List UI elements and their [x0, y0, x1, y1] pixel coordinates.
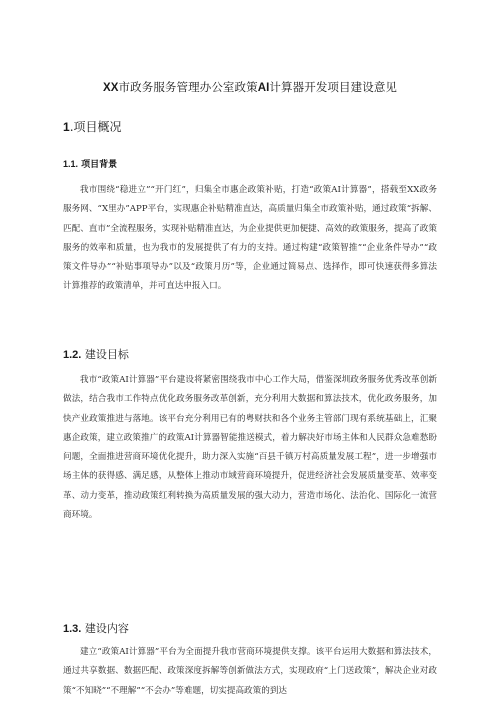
subsection-title: 项目背景 [81, 160, 118, 170]
subsection-heading-1-2 [63, 346, 129, 362]
title-suffix: 计算器开发项目建设意见 [269, 80, 398, 94]
title-mid: 市政务服务管理办公室政策 [118, 80, 258, 94]
paragraph-background: 我市围绕“稳进立”“开门红”，归集全市惠企政策补贴，打造“政策AI计算器”，搭载至XX政务服务网、“X里办”APP平台，实现惠企补贴精准直达，高质量归集全市政策补贴，通过政策“拆解、匹配、直市”全流程服务，实现补贴精准直达，为企业提供更加便捷、高效的政策服务，提高了政策服务的效率和质量，也为我市的发展提供了有力的支持。通过构建“政策智推”“企业条件导办”“政策文件导办”“补贴事项导办”以及“政策月历”等，企业通过简易点、选择作，即可快速获得多算法计算推荐的政策清单，并可直达申报入口。 [63, 185, 437, 292]
section-title: .项目概况 [69, 120, 122, 134]
subsection-heading-1-3 [63, 620, 129, 636]
paragraph-goals: 我市“政策AI计算器”平台建设将紧密围绕我市中心工作大局，借鉴深圳政务服务优秀改革创新做法，结合我市工作特点优化政务服务改革创新，充分利用大数据和算法技术，优化政务服务，加快产业政策推进与落地。该平台充分利用已有的粤财扶和各个业务主管部门现有系统基础上，汇聚惠企政策，建立政策推广的政策AI计算器智能推送模式，着力解决好市场主体和人民群众急难愁盼问题，全面推进营商环境优化提升，助力深入实施“百县千镇万村高质量发展工程”，进一步增强市场主体的获得感、满足感，从整体上推动市域营商环境提升，促进经济社会发展质量变革、效率变革、动力变革，推动政策红利转换为高质量发展的强大动力，营造市场化、法治化、国际化一流营商环境。 [63, 375, 437, 521]
document-title [0, 79, 500, 95]
subsection-title: 建设内容 [84, 622, 129, 635]
paragraph-content: 建立“政策AI计算器”平台为全面提升我市营商环境提供支撑。该平台运用大数据和算法技术，通过共享数据、数据匹配、政策深度拆解等创新做法方式，实现政府“上门送政策”，解决企业对政策“不知晓”“不理解”“不会办”等难题，切实提高政策的到达 [63, 647, 437, 696]
section-number: 1 [63, 120, 70, 134]
subsection-heading-1-1 [63, 157, 117, 170]
subsection-title: 建设目标 [84, 348, 129, 361]
subsection-number: 1.2. [63, 349, 82, 361]
subsection-number: 1.1. [63, 159, 79, 169]
section-heading-1 [63, 118, 122, 135]
title-prefix: XX [102, 82, 119, 94]
title-ai: AI [257, 82, 270, 94]
subsection-number: 1.3. [63, 623, 82, 635]
